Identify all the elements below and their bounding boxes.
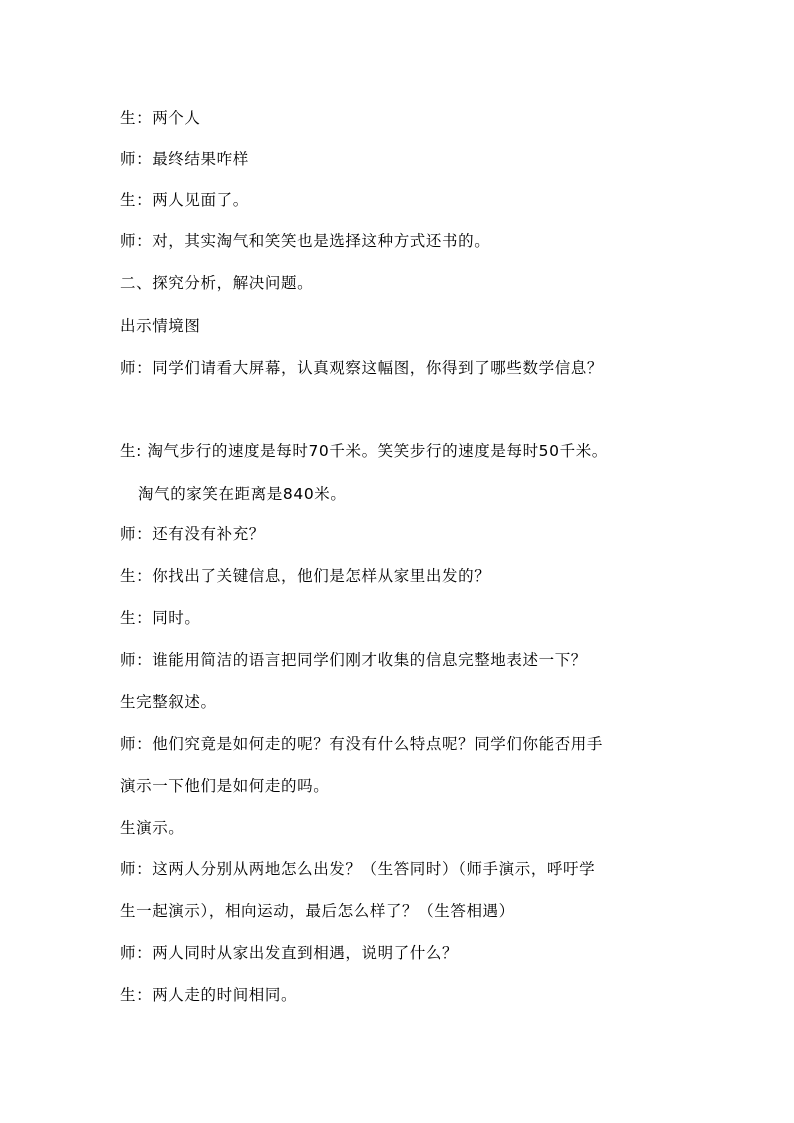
text-line: 生: 淘气步行的速度是每时70千米。笑笑步行的速度是每时50千米。	[120, 442, 608, 460]
text-line: 师：最终结果咋样	[120, 150, 249, 168]
text-line: 师：对，其实淘气和笑笑也是选择这种方式还书的。	[120, 232, 491, 250]
text-line: 师：同学们请看大屏幕，认真观察这幅图，你得到了哪些数学信息？	[120, 359, 604, 377]
text-line: 生完整叙述。	[120, 693, 217, 711]
text-line: 生：同时。	[120, 609, 201, 627]
text-line: 生：你找出了关键信息，他们是怎样从家里出发的？	[120, 567, 491, 585]
text-line: 生：两人走的时间相同。	[120, 986, 298, 1004]
text-line: 生：两个人	[120, 109, 201, 127]
section-heading: 二、探究分析，解决问题。	[120, 274, 314, 292]
text-line: 生一起演示），相向运动，最后怎么样了？（生答相遇）	[120, 902, 515, 920]
text-line: 师：谁能用简洁的语言把同学们刚才收集的信息完整地表述一下？	[120, 651, 587, 669]
text-line: 师：两人同时从家出发直到相遇，说明了什么？	[120, 944, 459, 962]
text-line: 生演示。	[120, 819, 185, 837]
text-line: 师：还有没有补充？	[120, 525, 265, 543]
text-line: 演示一下他们是如何走的吗。	[120, 777, 330, 795]
text-line: 师：这两人分别从两地怎么出发？（生答同时）（师手演示，呼吁学	[120, 860, 596, 878]
text-line: 淘气的家笑在距离是840米。	[138, 485, 347, 503]
text-line: 生：两人见面了。	[120, 191, 249, 209]
text-line: 出示情境图	[120, 317, 201, 335]
text-line: 师：他们究竟是如何走的呢？有没有什么特点呢？同学们你能否用手	[120, 735, 604, 753]
